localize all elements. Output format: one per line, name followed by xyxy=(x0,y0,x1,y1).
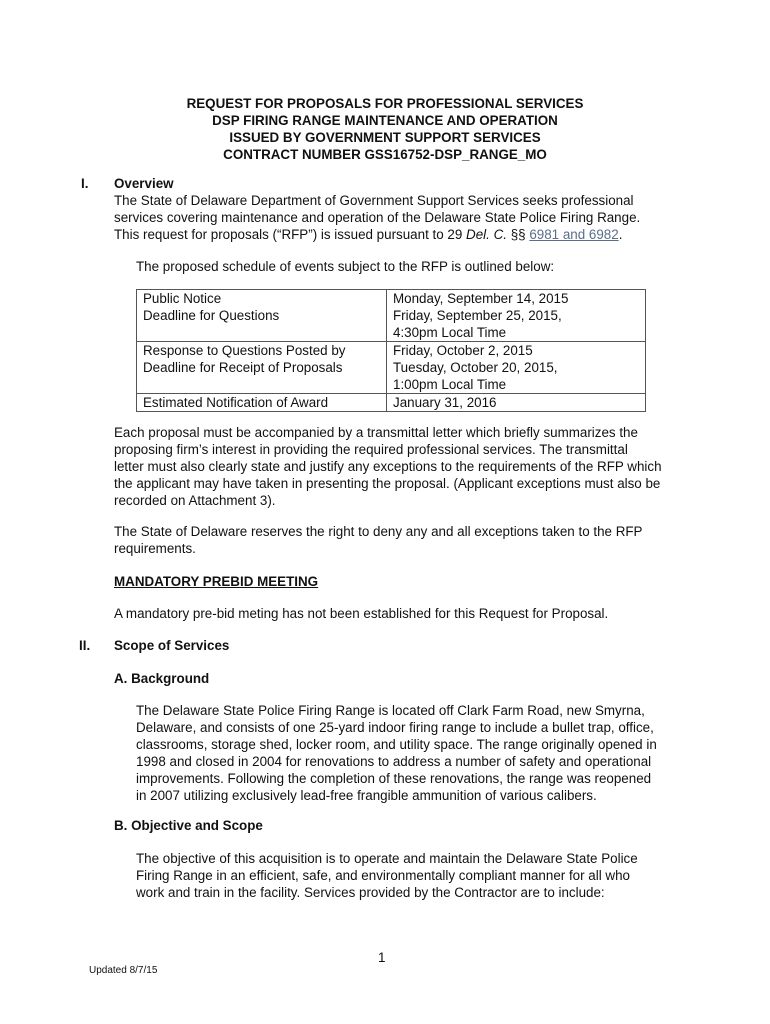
transmittal-paragraph xyxy=(114,424,662,509)
overview-line-last xyxy=(114,226,640,243)
table-cell-event xyxy=(137,394,387,412)
title-line-2: DSP FIRING RANGE MAINTENANCE AND OPERATION xyxy=(212,113,558,128)
event-label: Deadline for Receipt of Proposals xyxy=(143,360,343,375)
overview-line: services covering maintenance and operation of the Delaware State Police Firing Range. xyxy=(114,210,641,225)
paragraph-line: requirements. xyxy=(114,541,196,556)
event-date: Monday, September 14, 2015 xyxy=(393,291,569,306)
event-label: Deadline for Questions xyxy=(143,308,280,323)
paragraph-line: in 2007 utilizing exclusively lead-free frangible ammunition of various calibers. xyxy=(136,788,597,803)
overview-line: The State of Delaware Department of Government Support Services seeks professional xyxy=(114,193,634,208)
section-1-numeral: I. xyxy=(81,176,89,191)
paragraph-line: improvements. Following the completion of these renovations, the range was reopened xyxy=(136,771,652,786)
section-1-heading: Overview xyxy=(114,176,174,191)
subsection-b-heading: B. Objective and Scope xyxy=(114,818,263,833)
subsection-a-heading: A. Background xyxy=(114,671,210,686)
event-date: Friday, October 2, 2015 xyxy=(393,343,533,358)
background-paragraph xyxy=(136,702,657,804)
paragraph-line: The objective of this acquisition is to operate and maintain the Delaware State Police xyxy=(136,851,638,866)
updated-date: Updated 8/7/15 xyxy=(89,965,158,976)
overview-text: . xyxy=(618,227,623,242)
prebid-heading: MANDATORY PREBID MEETING xyxy=(114,574,319,589)
table-cell-date xyxy=(387,290,646,342)
event-label: Response to Questions Posted by xyxy=(143,343,346,358)
event-date: January 31, 2016 xyxy=(393,395,497,410)
overview-text: This request for proposals (“RFP”) is issued pursuant to 29 xyxy=(114,227,467,242)
statute-link[interactable]: 6981 and 6982 xyxy=(529,227,619,242)
paragraph-line: The Delaware State Police Firing Range is located off Clark Farm Road, new Smyrna, xyxy=(136,703,645,718)
event-date: 1:00pm Local Time xyxy=(393,377,507,392)
paragraph-line: Delaware, and consists of one 25-yard indoor firing range to include a bullet trap, office, xyxy=(136,720,654,735)
title-line-1: REQUEST FOR PROPOSALS FOR PROFESSIONAL SERVICES xyxy=(186,96,584,111)
event-date: Tuesday, October 20, 2015, xyxy=(393,360,558,375)
section-2-heading: Scope of Services xyxy=(114,638,230,653)
prebid-text: A mandatory pre-bid meting has not been established for this Request for Proposal. xyxy=(114,606,609,621)
paragraph-line: Each proposal must be accompanied by a transmittal letter which briefly summarizes the xyxy=(114,425,638,440)
document-title xyxy=(0,95,770,163)
table-row xyxy=(137,342,646,394)
title-line-4: CONTRACT NUMBER GSS16752-DSP_RANGE_MO xyxy=(223,147,547,162)
paragraph-line: work and train in the facility. Services provided by the Contractor are to include: xyxy=(136,885,605,900)
paragraph-line: 1998 and closed in 2004 for renovations to address a number of safety and operational xyxy=(136,754,652,769)
statute-citation: Del. C. xyxy=(466,227,507,242)
event-label: Estimated Notification of Award xyxy=(143,395,329,410)
table-cell-event xyxy=(137,342,387,394)
overview-text: §§ xyxy=(506,227,530,242)
paragraph-line: recorded on Attachment 3). xyxy=(114,493,276,508)
table-row xyxy=(137,290,646,342)
paragraph-line: letter must also clearly state and justify any exceptions to the requirements of the RFP which xyxy=(114,459,662,474)
table-cell-event xyxy=(137,290,387,342)
title-line-3: ISSUED BY GOVERNMENT SUPPORT SERVICES xyxy=(229,130,541,145)
table-row xyxy=(137,394,646,412)
paragraph-line: classrooms, storage shed, locker room, and utility space. The range originally opened in xyxy=(136,737,657,752)
paragraph-line: The State of Delaware reserves the right to deny any and all exceptions taken to the RFP xyxy=(114,524,643,539)
overview-paragraph xyxy=(114,192,640,243)
paragraph-line: the applicant may have taken in presenting the proposal. (Applicant exceptions must also be xyxy=(114,476,661,491)
schedule-table xyxy=(136,289,646,412)
exceptions-paragraph xyxy=(114,523,642,557)
section-2-numeral: II. xyxy=(79,638,91,653)
event-label: Public Notice xyxy=(143,291,222,306)
paragraph-line: proposing firm’s interest in providing the required professional services. The transmittal xyxy=(114,442,628,457)
event-date: 4:30pm Local Time xyxy=(393,325,507,340)
schedule-intro: The proposed schedule of events subject to the RFP is outlined below: xyxy=(136,259,555,274)
paragraph-line: Firing Range in an efficient, safe, and environmentally compliant manner for all who xyxy=(136,868,630,883)
event-date: Friday, September 25, 2015, xyxy=(393,308,562,323)
table-cell-date xyxy=(387,342,646,394)
page-number: 1 xyxy=(378,950,386,965)
table-cell-date xyxy=(387,394,646,412)
objective-paragraph xyxy=(136,850,638,901)
